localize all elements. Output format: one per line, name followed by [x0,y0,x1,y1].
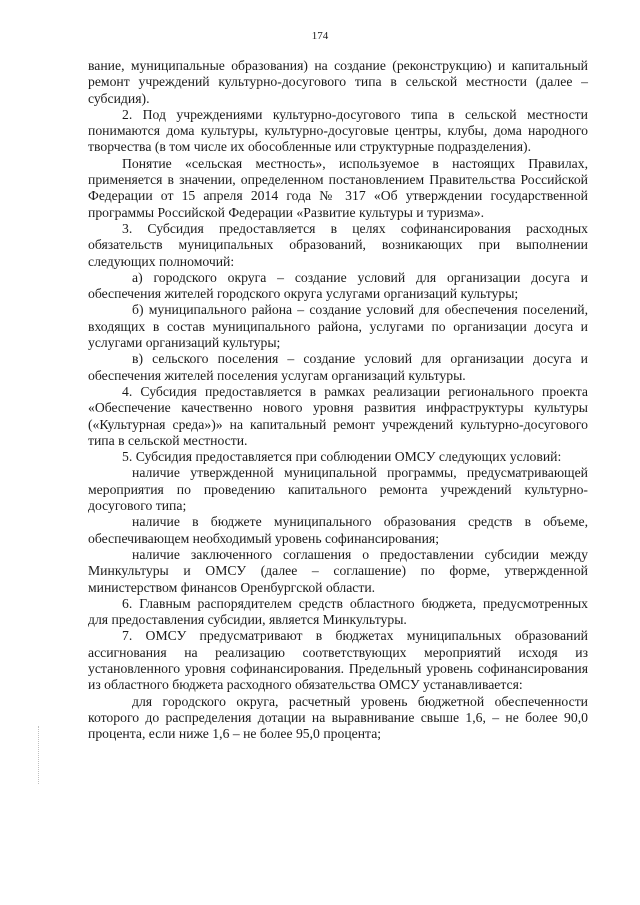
paragraph-item-6: 6. Главным распорядителем средств областного бюджета, предусмотренных для предоставления субсидии, является Минкультуры. [88,595,588,628]
paragraph-condition-3: наличие заключенного соглашения о предоставлении субсидии между Минкультуры и ОМСУ (далее – соглашение) по форме, утвержденной министерством финансов Оренбургской области. [88,546,588,595]
paragraph-item-4: 4. Субсидия предоставляется в рамках реализации регионального проекта «Обеспечение качественно нового уровня развития инфраструктуры культуры («Культурная среда»)» на капитальный ремонт учреждений культурно-досугового типа в сельской местности. [88,383,588,448]
paragraph-condition-1: наличие утвержденной муниципальной программы, предусматривающей мероприятия по проведению капитального ремонта учреждений культурно-досугового типа; [88,465,588,514]
paragraph-item-3c: в) сельского поселения – создание условий для организации досуга и обеспечения жителей поселения услугам организаций культуры. [88,351,588,383]
page-number: 174 [311,30,329,42]
paragraph-item-3b: б) муниципального района – создание условий для обеспечения поселений, входящих в состав муниципального района, услугами по организации досуга и услугами организаций культуры; [88,302,588,351]
document-body [88,58,588,742]
paragraph-item-5: 5. Субсидия предоставляется при соблюдении ОМСУ следующих условий: [122,449,562,465]
paragraph-continuation: вание, муниципальные образования) на создание (реконструкцию) и капитальный ремонт учреждений культурно-досугового типа в сельской местности (далее – субсидия). [88,58,588,106]
paragraph-urban-district-level: для городского округа, расчетный уровень бюджетной обеспеченности которого до распределения дотации на выравнивание свыше 1,6, – не более 90,0 процента, если ниже 1,6 – не более 95,0 процента; [88,693,588,742]
paragraph-item-3a: а) городского округа – создание условий для организации досуга и обеспечения жителей городского округа услугами организаций культуры; [88,269,588,302]
paragraph-condition-2: наличие в бюджете муниципального образования средств в объеме, обеспечивающем необходимый уровень софинансирования; [88,514,588,546]
paragraph-item-7: 7. ОМСУ предусматривают в бюджетах муниципальных образований ассигнования на реализацию соответствующих мероприятий исходя из установленного уровня софинансирования. Предельный уровень софинансирования из областного бюджета расходного обязательства ОМСУ устанавливается: [88,628,588,693]
paragraph-item-3: 3. Субсидия предоставляется в целях софинансирования расходных обязательств муниципальных образований, возникающих при выполнении следующих полномочий: [88,220,588,269]
paragraph-rural-definition: Понятие «сельская местность», используемое в настоящих Правилах, применяется в значении, определенном постановлением Правительства Российской Федерации от 15 апреля 2014 года № 317 «Об утверждении государственной программы Российской Федерации «Развитие культуры и туризма». [88,155,588,220]
paragraph-item-2: 2. Под учреждениями культурно-досугового типа в сельской местности понимаются дома культуры, культурно-досуговые центры, клубы, дома народного творчества (в том числе их обособленные или структурные подразделения). [88,106,588,155]
margin-mark [38,726,40,784]
